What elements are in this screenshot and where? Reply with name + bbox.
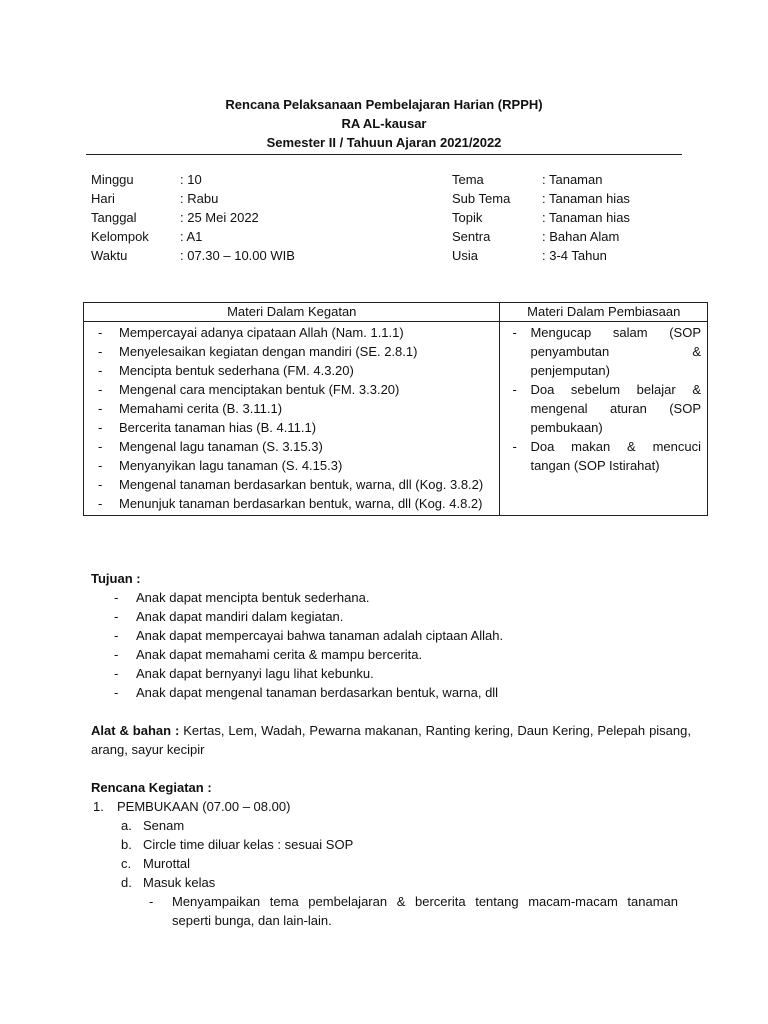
list-item: - Bercerita tanaman hias (B. 4.11.1) bbox=[98, 420, 317, 435]
list-item: - Anak dapat mandiri dalam kegiatan. bbox=[114, 609, 344, 624]
list-item: - Anak dapat bernyanyi lagu lihat kebunku. bbox=[114, 666, 374, 681]
table-header-row bbox=[84, 303, 708, 322]
list-item: - Anak dapat mencipta bentuk sederhana. bbox=[114, 590, 370, 605]
semester-line: Semester II / Tahuun Ajaran 2021/2022 bbox=[266, 135, 502, 150]
list-item: - Mengucap salam (SOP penyambutan & penjemputan) bbox=[512, 325, 701, 378]
sub-item-dash: - bbox=[149, 894, 154, 909]
table-header-pembiasaan: Materi Dalam Pembiasaan bbox=[500, 303, 708, 322]
list-item: - Doa makan & mencuci tangan (SOP Istirahat) bbox=[512, 439, 701, 473]
list-item: - Mengenal tanaman berdasarkan bentuk, warna, dll (Kog. 3.8.2) bbox=[98, 477, 484, 492]
table-row bbox=[84, 322, 708, 516]
alat-bahan bbox=[91, 721, 691, 759]
list-item: - Mencipta bentuk sederhana (FM. 4.3.20) bbox=[98, 363, 354, 378]
list-item: - Menyanyikan lagu tanaman (S. 4.15.3) bbox=[98, 458, 343, 473]
table-header-kegiatan: Materi Dalam Kegatan bbox=[84, 303, 500, 322]
list-item: b. Circle time diluar kelas : sesuai SOP bbox=[121, 837, 354, 852]
materi-table bbox=[83, 302, 708, 516]
list-item: - Menyelesaikan kegiatan dengan mandiri (SE. 2.8.1) bbox=[98, 344, 418, 359]
list-item: - Anak dapat mengenal tanaman berdasarkan bentuk, warna, dll bbox=[114, 685, 499, 700]
rencana-section-number: 1. bbox=[93, 799, 104, 814]
tujuan-heading: Tujuan : bbox=[91, 571, 141, 586]
rencana-heading: Rencana Kegiatan : bbox=[91, 780, 212, 795]
list-item: - Menunjuk tanaman berdasarkan bentuk, warna, dll (Kog. 4.8.2) bbox=[98, 496, 483, 511]
list-item: - Doa sebelum belajar & mengenal aturan (SOP pembukaan) bbox=[512, 382, 701, 435]
alat-text: Kertas, Lem, Wadah, Pewarna makanan, Ranting kering, Daun Kering, Pelepah pisang, arang, sayur kecipir bbox=[91, 723, 691, 757]
list-item: - Memahami cerita (B. 3.11.1) bbox=[98, 401, 283, 416]
list-item: d. Masuk kelas bbox=[121, 875, 216, 890]
list-item: c. Murottal bbox=[121, 856, 190, 871]
kegiatan-list bbox=[84, 322, 499, 515]
document-title: Rencana Pelaksanaan Pembelajaran Harian (RPPH) bbox=[225, 97, 543, 112]
pembiasaan-list bbox=[500, 322, 707, 477]
pembiasaan-cell bbox=[500, 322, 708, 516]
kegiatan-cell bbox=[84, 322, 500, 516]
list-item: - Mengenal cara menciptakan bentuk (FM. 3.3.20) bbox=[98, 382, 400, 397]
list-item: a. Senam bbox=[121, 818, 185, 833]
list-item: - Mengenal lagu tanaman (S. 3.15.3) bbox=[98, 439, 323, 454]
header-divider bbox=[86, 154, 682, 155]
list-item: - Anak dapat memahami cerita & mampu bercerita. bbox=[114, 647, 423, 662]
rencana-section-title: PEMBUKAAN (07.00 – 08.00) bbox=[117, 799, 291, 814]
alat-heading: Alat & bahan : bbox=[91, 723, 180, 738]
sub-item-text: Menyampaikan tema pembelajaran & bercerita tentang macam-macam tanaman seperti bunga, dan lain-lain. bbox=[172, 894, 678, 928]
list-item: - Mempercayai adanya cipataan Allah (Nam. 1.1.1) bbox=[98, 325, 404, 340]
list-item: - Anak dapat mempercayai bahwa tanaman adalah ciptaan Allah. bbox=[114, 628, 504, 643]
school-name: RA AL-kausar bbox=[341, 116, 427, 131]
document-page: Rencana Pelaksanaan Pembelajaran Harian (RPPH) RA AL-kausar Semester II / Tahuun Ajaran 2021/2022 Minggu : 10 Hari : Rabu Tanggal : 25 Mei 2022 Kelompok : A1 Waktu : 07.30 – 10.00 WIB Tema : Tanaman Sub Tema : Tanaman hias Topik : Tanaman hias Sentra : Bahan Alam Usia : 3-4 Tahun Materi Dalam Kegatan Materi Dalam Pembiasaan - Mempercayai adanya cipataan Allah (Nam. 1.1.1) - Menyelesaikan kegiatan dengan mandiri (SE. 2.8.1) - Mencipta bentuk sederhana (FM. 4.3.20) - Mengenal cara menciptakan bentuk (FM. 3.3.20) - Memahami cerita (B. 3.11.1) - Bercerita tanaman hias (B. 4.11.1) - Mengenal lagu tanaman (S. 3.15.3) - Menyanyikan lagu tanaman (S. 4.15.3) - Mengenal tanaman berdasarkan bentuk, warna, dll (Kog. 3.8.2) - Menunjuk tanaman berdasarkan bentuk, warna, dll (Kog. 4.8.2) - Mengucap salam (SOP penyambutan & penjemputan) - Doa sebelum belajar & mengenal aturan (SOP pembukaan) - Doa makan & mencuci tangan (SOP Istirahat) Tujuan : - Anak dapat mencipta bentuk sederhana. - Anak dapat mandiri dalam kegiatan. - Anak dapat mempercayai bahwa tanaman adalah ciptaan Allah. - Anak dapat memahami cerita & mampu bercerita. - Anak dapat bernyanyi lagu lihat kebunku. - Anak dapat mengenal tanaman berdasarkan bentuk, warna, dll Alat & bahan : Kertas, Lem, Wadah, Pewarna makanan, Ranting kering, Daun Kering, Pelepah pisang, arang, sayur kecipir Rencana Kegiatan : 1. PEMBUKAAN (07.00 – 08.00) a. Senam b. Circle time diluar kelas : sesuai SOP c. Murottal d. Masuk kelas - Menyampaikan tema pembelajaran & bercerita tentang macam-macam tanaman seperti bunga, dan lain-lain. bbox=[0, 0, 768, 1024]
